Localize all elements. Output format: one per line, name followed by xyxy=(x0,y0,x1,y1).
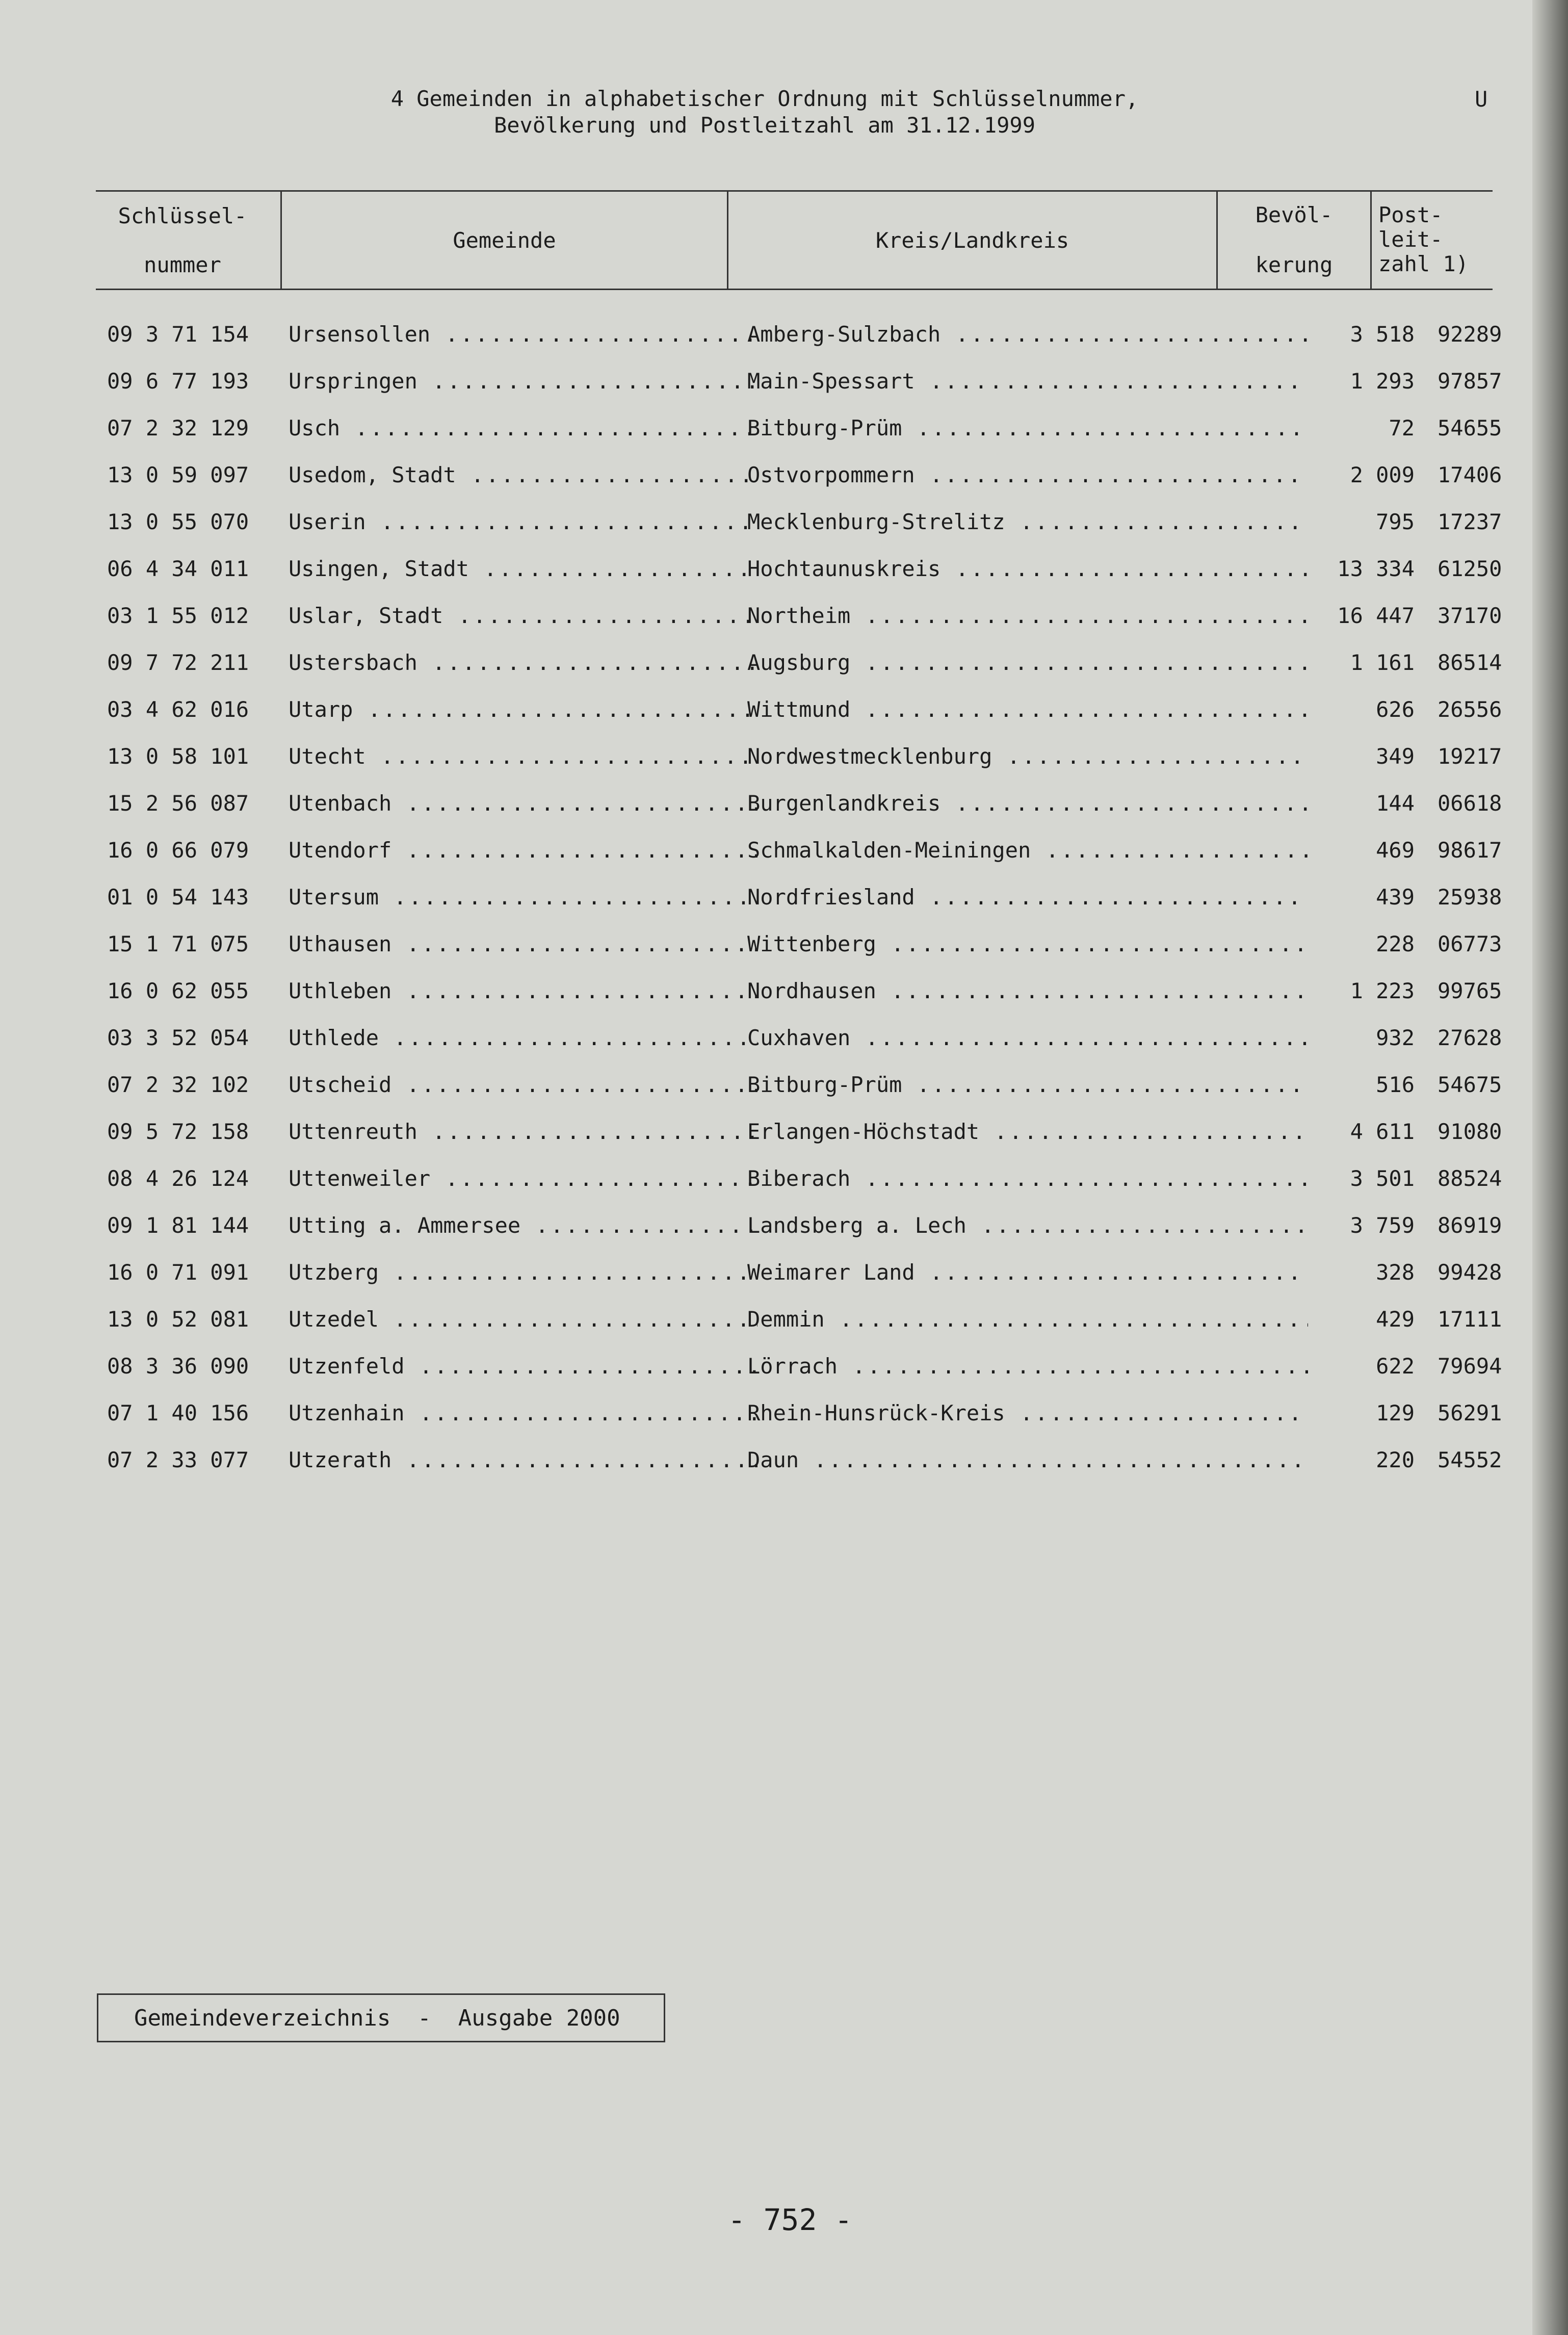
gemeinde-cell: Utzenhain ..... xyxy=(289,1398,757,1429)
key-cell: 03 4 62 016 xyxy=(107,697,249,722)
table-row xyxy=(102,647,1502,678)
key-cell: 07 2 32 102 xyxy=(107,1072,249,1097)
key-cell: 07 2 32 129 xyxy=(107,416,249,440)
scanned-page-edge xyxy=(1532,0,1568,2335)
plz-cell: 54675 xyxy=(1438,1072,1502,1097)
plz-cell: 17406 xyxy=(1438,462,1502,487)
table-row xyxy=(102,413,1502,444)
kreis-cell: Biberach ..... xyxy=(747,1163,1308,1194)
plz-cell: 97857 xyxy=(1438,369,1502,394)
bevoelkerung-cell: 469 xyxy=(1376,838,1415,863)
table-row xyxy=(102,601,1502,631)
header-kreis: Kreis/Landkreis xyxy=(875,228,1069,253)
gemeinde-cell: Uthlede ..... xyxy=(289,1023,757,1053)
key-cell: 03 1 55 012 xyxy=(107,603,249,628)
kreis-cell: Schmalkalden-Meiningen ..... xyxy=(747,835,1308,866)
key-cell: 16 0 71 091 xyxy=(107,1260,249,1285)
kreis-cell: Lörrach ..... xyxy=(747,1351,1308,1382)
table-row xyxy=(102,1445,1502,1475)
gemeinde-cell: Utendorf ..... xyxy=(289,835,757,866)
table-row xyxy=(102,1023,1502,1053)
plz-cell: 06618 xyxy=(1438,791,1502,816)
bevoelkerung-cell: 72 xyxy=(1389,416,1415,440)
key-cell: 07 1 40 156 xyxy=(107,1400,249,1425)
gemeinde-cell: Utzberg ..... xyxy=(289,1257,757,1288)
table-row xyxy=(102,741,1502,772)
plz-cell: 99765 xyxy=(1438,978,1502,1003)
publication-box xyxy=(97,1993,665,2042)
key-cell: 01 0 54 143 xyxy=(107,885,249,910)
bevoelkerung-cell: 4 611 xyxy=(1350,1119,1415,1144)
bevoelkerung-cell: 516 xyxy=(1376,1072,1415,1097)
gemeinde-cell: Utzenfeld ..... xyxy=(289,1351,757,1382)
table-row xyxy=(102,976,1502,1006)
gemeinde-cell: Uthausen ..... xyxy=(289,929,757,959)
key-cell: 16 0 62 055 xyxy=(107,978,249,1003)
publication-label: Gemeindeverzeichnis - Ausgabe 2000 xyxy=(134,2005,620,2031)
table-row xyxy=(102,694,1502,725)
plz-cell: 99428 xyxy=(1438,1260,1502,1285)
kreis-cell: Augsburg ..... xyxy=(747,647,1308,678)
plz-cell: 54552 xyxy=(1438,1447,1502,1472)
plz-cell: 79694 xyxy=(1438,1354,1502,1379)
header-bevoelkerung-line-2: kerung xyxy=(1255,252,1333,277)
key-cell: 13 0 52 081 xyxy=(107,1307,249,1332)
bevoelkerung-cell: 220 xyxy=(1376,1447,1415,1472)
kreis-cell: Amberg-Sulzbach ..... xyxy=(747,319,1308,350)
bevoelkerung-cell: 328 xyxy=(1376,1260,1415,1285)
gemeinde-cell: Utzerath ..... xyxy=(289,1445,757,1475)
bevoelkerung-cell: 1 293 xyxy=(1350,369,1415,394)
table-row xyxy=(102,929,1502,959)
plz-cell: 56291 xyxy=(1438,1400,1502,1425)
plz-cell: 26556 xyxy=(1438,697,1502,722)
kreis-cell: Erlangen-Höchstadt ..... xyxy=(747,1117,1308,1147)
kreis-cell: Northeim ..... xyxy=(747,601,1308,631)
key-cell: 13 0 58 101 xyxy=(107,744,249,769)
bevoelkerung-cell: 1 223 xyxy=(1350,978,1415,1003)
kreis-cell: Burgenlandkreis ..... xyxy=(747,788,1308,819)
kreis-cell: Nordfriesland ..... xyxy=(747,882,1308,913)
gemeinde-cell: Usedom, Stadt ..... xyxy=(289,460,757,490)
kreis-cell: Demmin ..... xyxy=(747,1304,1308,1335)
plz-cell: 61250 xyxy=(1438,556,1502,581)
kreis-cell: Main-Spessart ..... xyxy=(747,366,1308,397)
header-schluessel-line-2: nummer xyxy=(144,252,221,277)
kreis-cell: Cuxhaven ..... xyxy=(747,1023,1308,1053)
bevoelkerung-cell: 228 xyxy=(1376,931,1415,956)
table-row xyxy=(102,1210,1502,1241)
bevoelkerung-cell: 439 xyxy=(1376,885,1415,910)
kreis-cell: Wittenberg ..... xyxy=(747,929,1308,959)
plz-cell: 86514 xyxy=(1438,650,1502,675)
gemeinde-cell: Uttenweiler ..... xyxy=(289,1163,757,1194)
table-row xyxy=(102,460,1502,490)
gemeinde-cell: Utersum ..... xyxy=(289,882,757,913)
plz-cell: 37170 xyxy=(1438,603,1502,628)
bevoelkerung-cell: 795 xyxy=(1376,509,1415,534)
header-bevoelkerung-line-1: Bevöl- xyxy=(1255,202,1333,227)
kreis-cell: Wittmund ..... xyxy=(747,694,1308,725)
table-row xyxy=(102,1257,1502,1288)
header-divider xyxy=(1370,192,1372,289)
plz-cell: 06773 xyxy=(1438,931,1502,956)
bevoelkerung-cell: 144 xyxy=(1376,791,1415,816)
plz-cell: 91080 xyxy=(1438,1119,1502,1144)
key-cell: 09 7 72 211 xyxy=(107,650,249,675)
table-row xyxy=(102,1117,1502,1147)
key-cell: 15 1 71 075 xyxy=(107,931,249,956)
gemeinde-cell: Usingen, Stadt ..... xyxy=(289,554,757,584)
key-cell: 13 0 59 097 xyxy=(107,462,249,487)
table-row xyxy=(102,507,1502,537)
bevoelkerung-cell: 429 xyxy=(1376,1307,1415,1332)
table-row xyxy=(102,319,1502,350)
table-row xyxy=(102,882,1502,913)
table-row xyxy=(102,1163,1502,1194)
key-cell: 09 3 71 154 xyxy=(107,322,249,347)
key-cell: 08 3 36 090 xyxy=(107,1354,249,1379)
bevoelkerung-cell: 3 518 xyxy=(1350,322,1415,347)
kreis-cell: Hochtaunuskreis ..... xyxy=(747,554,1308,584)
kreis-cell: Daun ..... xyxy=(747,1445,1308,1475)
gemeinde-cell: Utenbach ..... xyxy=(289,788,757,819)
gemeinde-cell: Uttenreuth ..... xyxy=(289,1117,757,1147)
plz-cell: 19217 xyxy=(1438,744,1502,769)
kreis-cell: Weimarer Land ..... xyxy=(747,1257,1308,1288)
table-row xyxy=(102,788,1502,819)
plz-cell: 17237 xyxy=(1438,509,1502,534)
key-cell: 15 2 56 087 xyxy=(107,791,249,816)
bevoelkerung-cell: 932 xyxy=(1376,1025,1415,1050)
key-cell: 09 5 72 158 xyxy=(107,1119,249,1144)
page-number: - 752 - xyxy=(727,2202,853,2237)
bevoelkerung-cell: 3 501 xyxy=(1350,1166,1415,1191)
kreis-cell: Rhein-Hunsrück-Kreis ..... xyxy=(747,1398,1308,1429)
gemeinde-cell: Urspringen ..... xyxy=(289,366,757,397)
bevoelkerung-cell: 13 334 xyxy=(1337,556,1415,581)
gemeinde-cell: Utecht ..... xyxy=(289,741,757,772)
table-row xyxy=(102,1304,1502,1335)
bevoelkerung-cell: 2 009 xyxy=(1350,462,1415,487)
plz-cell: 27628 xyxy=(1438,1025,1502,1050)
key-cell: 03 3 52 054 xyxy=(107,1025,249,1050)
bevoelkerung-cell: 129 xyxy=(1376,1400,1415,1425)
kreis-cell: Nordwestmecklenburg ..... xyxy=(747,741,1308,772)
gemeinde-cell: Utscheid ..... xyxy=(289,1070,757,1100)
plz-cell: 86919 xyxy=(1438,1213,1502,1238)
kreis-cell: Bitburg-Prüm ..... xyxy=(747,413,1308,444)
table-header xyxy=(96,190,1493,290)
key-cell: 06 4 34 011 xyxy=(107,556,249,581)
gemeinde-cell: Uthleben ..... xyxy=(289,976,757,1006)
plz-cell: 54655 xyxy=(1438,416,1502,440)
key-cell: 07 2 33 077 xyxy=(107,1447,249,1472)
gemeinde-cell: Ustersbach ..... xyxy=(289,647,757,678)
title-line-2: Bevölkerung und Postleitzahl am 31.12.1999 xyxy=(493,113,1036,138)
gemeinde-cell: Uslar, Stadt ..... xyxy=(289,601,757,631)
table-row xyxy=(102,1398,1502,1429)
bevoelkerung-cell: 1 161 xyxy=(1350,650,1415,675)
plz-cell: 17111 xyxy=(1438,1307,1502,1332)
kreis-cell: Mecklenburg-Strelitz ..... xyxy=(747,507,1308,537)
bevoelkerung-cell: 626 xyxy=(1376,697,1415,722)
table-row xyxy=(102,835,1502,866)
gemeinde-cell: Usch ..... xyxy=(289,413,757,444)
gemeinde-cell: Utting a. Ammersee ..... xyxy=(289,1210,757,1241)
kreis-cell: Ostvorpommern ..... xyxy=(747,460,1308,490)
table-row xyxy=(102,366,1502,397)
table-row xyxy=(102,1070,1502,1100)
page-letter: U xyxy=(1475,87,1488,112)
kreis-cell: Bitburg-Prüm ..... xyxy=(747,1070,1308,1100)
page-title xyxy=(285,86,1244,139)
plz-cell: 88524 xyxy=(1438,1166,1502,1191)
bevoelkerung-cell: 3 759 xyxy=(1350,1213,1415,1238)
table-row xyxy=(102,1351,1502,1382)
bevoelkerung-cell: 622 xyxy=(1376,1354,1415,1379)
title-line-1: 4 Gemeinden in alphabetischer Ordnung mit Schlüsselnummer, xyxy=(390,86,1139,111)
key-cell: 08 4 26 124 xyxy=(107,1166,249,1191)
header-schluessel-line-1: Schlüssel- xyxy=(118,203,247,228)
header-plz-line-3: zahl 1) xyxy=(1378,251,1469,276)
gemeinde-cell: Ursensollen ..... xyxy=(289,319,757,350)
bevoelkerung-cell: 16 447 xyxy=(1337,603,1415,628)
plz-cell: 98617 xyxy=(1438,838,1502,863)
kreis-cell: Nordhausen ..... xyxy=(747,976,1308,1006)
header-plz-line-1: Post- xyxy=(1378,202,1443,227)
plz-cell: 92289 xyxy=(1438,322,1502,347)
key-cell: 16 0 66 079 xyxy=(107,838,249,863)
plz-cell: 25938 xyxy=(1438,885,1502,910)
bevoelkerung-cell: 349 xyxy=(1376,744,1415,769)
table-row xyxy=(102,554,1502,584)
gemeinde-cell: Userin ..... xyxy=(289,507,757,537)
key-cell: 13 0 55 070 xyxy=(107,509,249,534)
key-cell: 09 1 81 144 xyxy=(107,1213,249,1238)
header-gemeinde: Gemeinde xyxy=(453,228,556,253)
gemeinde-cell: Utzedel ..... xyxy=(289,1304,757,1335)
header-plz-line-2: leit- xyxy=(1378,227,1443,252)
gemeinde-cell: Utarp ..... xyxy=(289,694,757,725)
key-cell: 09 6 77 193 xyxy=(107,369,249,394)
kreis-cell: Landsberg a. Lech ..... xyxy=(747,1210,1308,1241)
